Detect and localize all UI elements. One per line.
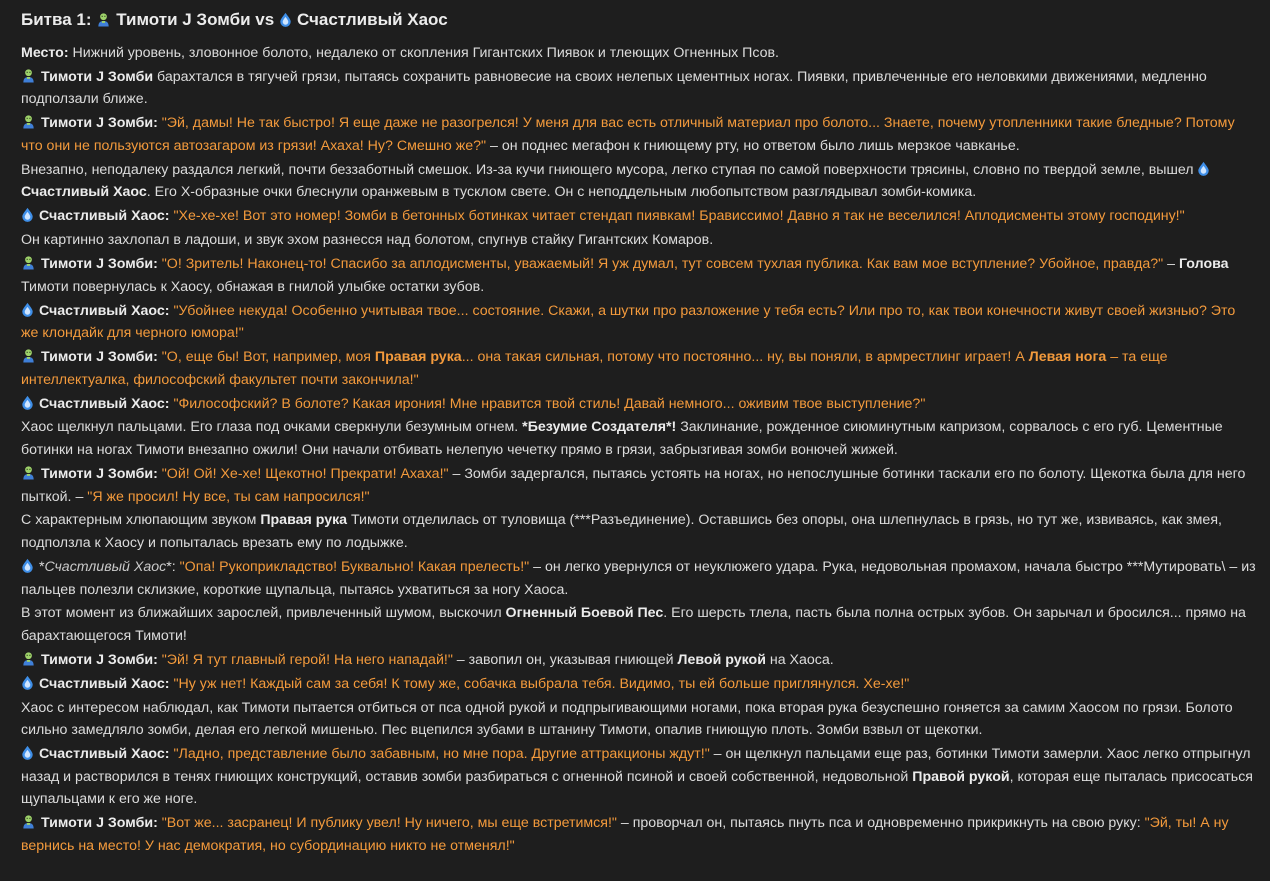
bold-text: Тимоти J Зомби:: [41, 115, 158, 132]
bold-text: Счастливый Хаос:: [39, 675, 170, 692]
narration-text: *:: [166, 558, 180, 575]
story-line: [21, 649, 1256, 672]
bold-text: Тимоти J Зомби:: [41, 256, 158, 273]
story-line: [21, 205, 1256, 228]
narration-text: В этот момент из ближайших зарослей, привлеченный шумом, выскочил: [21, 605, 506, 622]
bold-text: Огненный Боевой Пес: [505, 605, 664, 622]
narration-text: Он картинно захлопал в ладоши, и звук эхом разнесся над болотом, спугнув стайку Гигантских Комаров.: [21, 232, 714, 249]
quote-text: "Ну уж нет! Каждый сам за себя! К тому же, собачка выбрала тебя. Видимо, ты ей больше приглянулся. Хе-хе!": [173, 675, 910, 692]
quote-text: ... она такая сильная, потому что постоянно... ну, вы поняли, в армрестлинг играет! А: [461, 349, 1029, 366]
zombie-icon: [21, 651, 36, 666]
zombie-icon: [21, 348, 36, 363]
narration-text: Внезапно, неподалеку раздался легкий, почти беззаботный смешок. Из-за кучи гниющего мусора, легко ступая по самой поверхности трясины, словно по твердой земле, вышел: [21, 161, 1198, 178]
quote-text: "Опа! Рукоприкладство! Буквально! Какая прелесть!": [179, 558, 530, 575]
zombie-icon: [21, 465, 36, 480]
story-line: [21, 112, 1256, 157]
narration-text: Нижний уровень, зловонное болото, недалеко от скопления Гигантских Пиявок и тлеющих Огненных Псов.: [68, 45, 779, 61]
bold-text: *Безумие Создателя*!: [522, 419, 677, 436]
droplet-icon: [21, 558, 34, 573]
narration-text: С характерным хлюпающим звуком: [21, 512, 261, 529]
bold-text: Счастливый Хаос:: [39, 302, 170, 319]
droplet-icon: [21, 207, 34, 222]
narration-text: – Зомби задергался, пытаясь устоять на ногах, но непослушные ботинки таскали его по болоту. Щекотка была для него пыткой. –: [21, 465, 1246, 505]
battle-title-prefix: Битва 1:: [21, 10, 92, 29]
quote-text: "О! Зритель! Наконец-то! Спасибо за аплодисменты, уважаемый! Я уж думал, тут совсем тухлая публика. Как вам мое вступление? Убойное, правда?": [161, 256, 1164, 273]
bold-text: Голова: [1178, 256, 1229, 273]
story-line: [21, 393, 1256, 416]
story-line: [21, 300, 1256, 345]
droplet-icon: [1197, 161, 1210, 176]
story-line: [21, 159, 1256, 204]
narration-text: – он поднес мегафон к гниющему рту, но ответом было лишь мерзкое чавканье.: [486, 137, 1020, 154]
story-line: [21, 673, 1256, 696]
player-one-name: Тимоти J Зомби: [116, 10, 251, 29]
droplet-icon: [21, 745, 34, 760]
quote-text: "Вот же... засранец! И публику увел! Ну ничего, мы еще встретимся!": [161, 815, 617, 832]
narration-text: на Хаоса.: [765, 651, 834, 668]
quote-text: "Ой! Ой! Хе-хе! Щекотно! Прекрати! Ахаха!": [161, 465, 449, 482]
narration-text: Тимоти повернулась к Хаосу, обнажая в гнилой улыбке остатки зубов.: [21, 278, 485, 295]
story-line: [21, 42, 1256, 65]
narration-text: . Его X-образные очки блеснули оранжевым в тусклом свете. Он с неподдельным любопытством разглядывал зомби-комика.: [146, 184, 977, 201]
bold-text: Левой рукой: [677, 651, 766, 668]
story-line: [21, 697, 1256, 742]
story-line: [21, 743, 1256, 811]
bold-text: Счастливый Хаос:: [39, 208, 170, 225]
italic-text: Счастливый Хаос: [44, 558, 167, 575]
story-line: [21, 812, 1256, 857]
bold-text: Тимоти J Зомби:: [41, 815, 158, 832]
zombie-icon: [21, 68, 36, 83]
bold-text: Правой рукой: [912, 768, 1010, 785]
story-line: [21, 253, 1256, 298]
quote-text: "Ладно, представление было забавным, но мне пора. Другие аттракционы ждут!": [173, 746, 710, 763]
quote-text: "Убойнее некуда! Особенно учитывая твое... состояние. Скажи, а шутки про разложение у тебя есть? Или про то, как твои конечности живут своей жизнью? Это же клондайк для черного юмора!": [21, 302, 1236, 342]
battle-story: [21, 42, 1256, 857]
narration-text: барахтался в тягучей грязи, пытаясь сохранить равновесие на своих нелепых цементных ногах. Пиявки, привлеченные его неловкими движениями, медленно подползали ближе.: [21, 68, 1207, 108]
narration-text: – проворчал он, пытаясь пнуть пса и одновременно прикрикнуть на свою руку:: [616, 815, 1145, 832]
story-line: [21, 416, 1256, 461]
narration-text: –: [1163, 256, 1179, 273]
narration-text: Тимоти отделилась от туловища (***Разъединение). Оставшись без опоры, она шлепнулась в грязь, но тут же, извиваясь, как змея, подползла к Хаосу и попыталась врезать ему по лодыжке.: [21, 512, 1222, 552]
quote-text: "Хе-хе-хе! Вот это номер! Зомби в бетонных ботинках читает стендап пиявкам! Брависсимо! Давно я так не веселился! Аплодисменты этому господину!": [173, 208, 1185, 225]
narration-text: – он щелкнул пальцами еще раз, ботинки Тимоти замерли. Хаос легко отпрыгнул назад и растворился в тенях гниющих конструкций, оставив зомби разбираться с огненной псиной и своей собственной, недовольной: [21, 746, 1251, 785]
zombie-icon: [21, 255, 36, 270]
narration-text: – он легко увернулся от неуклюжего удара. Рука, недовольная промахом, начала быстро ***Мутировать\ – из пальцев полезли склизкие, короткие щупальца, пытаясь ухватиться за ногу Хаоса.: [21, 558, 1256, 598]
versus-label: vs: [255, 10, 275, 29]
story-line: [21, 509, 1256, 554]
quote-bold-text: Правая рука: [374, 349, 462, 366]
quote-text: "Эй, ты! А ну вернись на место! У нас демократия, но субординацию никто не отменял!": [21, 815, 1229, 854]
narration-text: Хаос с интересом наблюдал, как Тимоти пытается отбиться от пса одной рукой и подпрыгивающими ногами, пока вторая рука безуспешно гоняется за самим Хаосом по грязи. Болото сильно замедляло зомби, делая его легкой мишенью. Пес вцепился зубами в штанину Тимоти, опалив гниющую плоть. Зомби взвыл от щекотки.: [21, 699, 1233, 739]
zombie-icon: [96, 12, 111, 27]
bold-text: Счастливый Хаос:: [39, 746, 170, 763]
story-line: [21, 66, 1256, 111]
bold-text: Счастливый Хаос: [21, 184, 147, 201]
bold-text: Тимоти J Зомби:: [41, 465, 158, 482]
quote-text: – та еще интеллектуалка, философский факультет почти закончила!": [21, 349, 1168, 388]
player-two-name: Счастливый Хаос: [296, 10, 448, 29]
quote-text: "Эй! Я тут главный герой! На него нападай!": [161, 651, 453, 668]
story-line: [21, 346, 1256, 391]
quote-text: "О, еще бы! Вот, например, моя: [161, 349, 375, 366]
droplet-icon: [21, 395, 34, 410]
bold-text: Тимоти J Зомби:: [41, 651, 158, 668]
story-line: [21, 463, 1256, 508]
bold-text: Тимоти J Зомби: [41, 68, 154, 85]
zombie-icon: [21, 814, 36, 829]
droplet-icon: [279, 12, 292, 27]
narration-text: *: [39, 558, 45, 575]
story-line: [21, 229, 1256, 252]
narration-text: Заклинание, рожденное сиюминутным капризом, сорвалось с его губ. Цементные ботинки на ногах Тимоти внезапно ожили! Они начали отбивать нелепую чечетку прямо в грязи, забрызгивая зомби вонючей жижей.: [21, 419, 1223, 459]
quote-text: "Я же просил! Ну все, ты сам напросился!": [87, 488, 370, 505]
bold-text: Правая рука: [260, 512, 348, 529]
bold-text: Тимоти J Зомби:: [41, 349, 158, 366]
story-line: [21, 556, 1256, 601]
zombie-icon: [21, 114, 36, 129]
bold-text: Место:: [21, 45, 69, 61]
droplet-icon: [21, 675, 34, 690]
narration-text: . Его шерсть тлела, пасть была полна острых зубов. Он зарычал и бросился... прямо на барахтающегося Тимоти!: [21, 605, 1246, 644]
quote-bold-text: Левая нога: [1028, 349, 1107, 366]
bold-text: Счастливый Хаос:: [39, 395, 170, 412]
quote-text: "Философский? В болоте? Какая ирония! Мне нравится твой стиль! Давай немного... оживим твое выступление?": [173, 395, 926, 412]
story-line: [21, 602, 1256, 647]
narration-text: – завопил он, указывая гниющей: [452, 651, 678, 668]
narration-text: , которая еще пыталась присосаться щупальцами к его же ноге.: [21, 768, 1253, 808]
narration-text: Хаос щелкнул пальцами. Его глаза под очками сверкнули безумным огнем.: [21, 419, 523, 436]
quote-text: "Эй, дамы! Не так быстро! Я еще даже не разогрелся! У меня для вас есть отличный материал про болото... Знаете, почему утопленники такие бледные? Потому что они не пользуются автозагаром из грязи! Ахаха! Ну? Смешно же?": [21, 115, 1235, 154]
battle-title: [21, 8, 1256, 32]
droplet-icon: [21, 302, 34, 317]
